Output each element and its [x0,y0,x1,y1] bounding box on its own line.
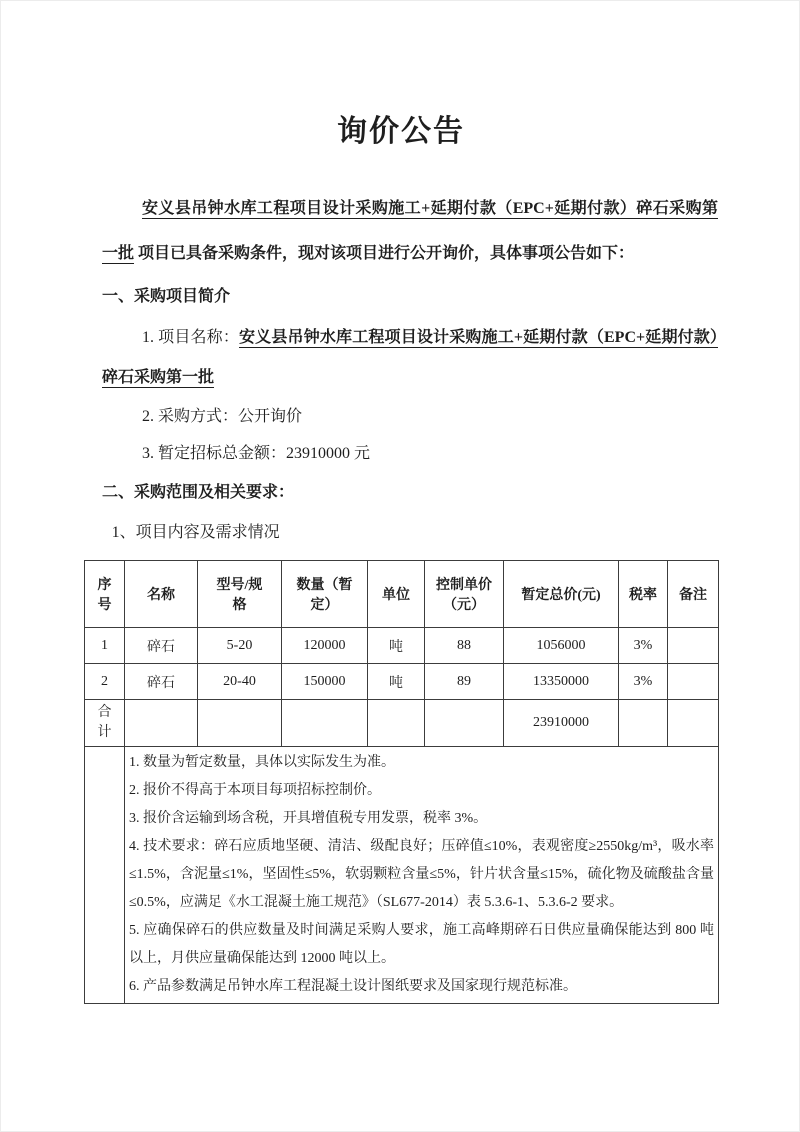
total-empty-cell [368,700,425,747]
section2-sub-heading: 1、项目内容及需求情况 [111,524,280,541]
note-item: 3. 报价含运输到场含税，开具增值税专用发票，税率 3%。 [129,811,488,826]
cell-total-price: 13350000 [504,664,619,700]
cell-seq: 1 [85,628,125,664]
note-item: 6. 产品参数满足吊钟水库工程混凝土设计图纸要求及国家现行规范标准。 [129,979,577,994]
intro-paragraph [102,186,718,276]
cell-remark [668,664,719,700]
col-header-seq: 序号 [85,561,125,628]
cell-model: 5-20 [198,628,282,664]
cell-seq: 2 [85,664,125,700]
intro-rest: 项目已具备采购条件，现对该项目进行公开询价，具体事项公告如下： [134,245,635,262]
item1-prefix: 1. 项目名称： [142,329,240,346]
col-header-unit: 单位 [368,561,425,628]
cell-unit: 吨 [368,664,425,700]
notes-cell [125,747,719,1004]
cell-total-price: 1056000 [504,628,619,664]
total-value-cell: 23910000 [504,700,619,747]
total-empty-cell [425,700,504,747]
intro-project-name: 安义县吊钟水库工程项目设计采购施工+延期付款（EPC+延期付款）碎石采购第一批 [102,200,718,262]
table-row [85,664,719,700]
section1-item1 [102,318,718,398]
section1-item2: 2. 采购方式：公开询价 [142,408,303,425]
col-header-name: 名称 [125,561,198,628]
cell-quantity: 120000 [282,628,368,664]
total-empty-cell [619,700,668,747]
section1-heading: 一、采购项目简介 [102,288,231,305]
cell-name: 碎石 [125,664,198,700]
total-empty-cell [198,700,282,747]
col-header-quantity: 数量（暂定） [282,561,368,628]
table-header-row [85,561,719,628]
note-item: 1. 数量为暂定数量，具体以实际发生为准。 [129,755,395,770]
cell-tax-rate: 3% [619,628,668,664]
cell-model: 20-40 [198,664,282,700]
col-header-model: 型号/规格 [198,561,282,628]
total-empty-cell [125,700,198,747]
page-title: 询价公告 [337,115,465,148]
total-empty-cell [668,700,719,747]
table-notes-row [85,747,719,1004]
cell-tax-rate: 3% [619,664,668,700]
table-row [85,628,719,664]
section2-heading: 二、采购范围及相关要求： [102,484,295,501]
col-header-total-price: 暂定总价(元) [504,561,619,628]
cell-control-price: 88 [425,628,504,664]
item1-project-name: 安义县吊钟水库工程项目设计采购施工+延期付款（EPC+延期付款）碎石采购第一批 [102,329,718,386]
col-header-control-price: 控制单价（元） [425,561,504,628]
total-empty-cell [282,700,368,747]
total-label-cell: 合计 [85,700,125,747]
cell-name: 碎石 [125,628,198,664]
cell-quantity: 150000 [282,664,368,700]
note-item: 5. 应确保碎石的供应数量及时间满足采购人要求，施工高峰期碎石日供应量确保能达到 800 吨以上，月供应量确保能达到 12000 吨以上。 [129,923,714,966]
notes-left-empty-cell [85,747,125,1004]
cell-control-price: 89 [425,664,504,700]
table-total-row [85,700,719,747]
note-item: 4. 技术要求：碎石应质地坚硬、清洁、级配良好；压碎值≤10%，表观密度≥2550kg/m³，吸水率≤1.5%，含泥量≤1%，坚固性≤5%，软弱颗粒含量≤5%，针片状含量≤15%，硫化物及硫酸盐含量≤0.5%，应满足《水工混凝土施工规范》（SL677-2014）表 5.3.6-1、5.3.6-2 要求。 [129,839,714,910]
cell-unit: 吨 [368,628,425,664]
col-header-remark: 备注 [668,561,719,628]
col-header-tax-rate: 税率 [619,561,668,628]
section1-item3: 3. 暂定招标总金额：23910000 元 [142,445,371,462]
cell-remark [668,628,719,664]
note-item: 2. 报价不得高于本项目每项招标控制价。 [129,783,381,798]
requirements-table [84,560,719,1004]
